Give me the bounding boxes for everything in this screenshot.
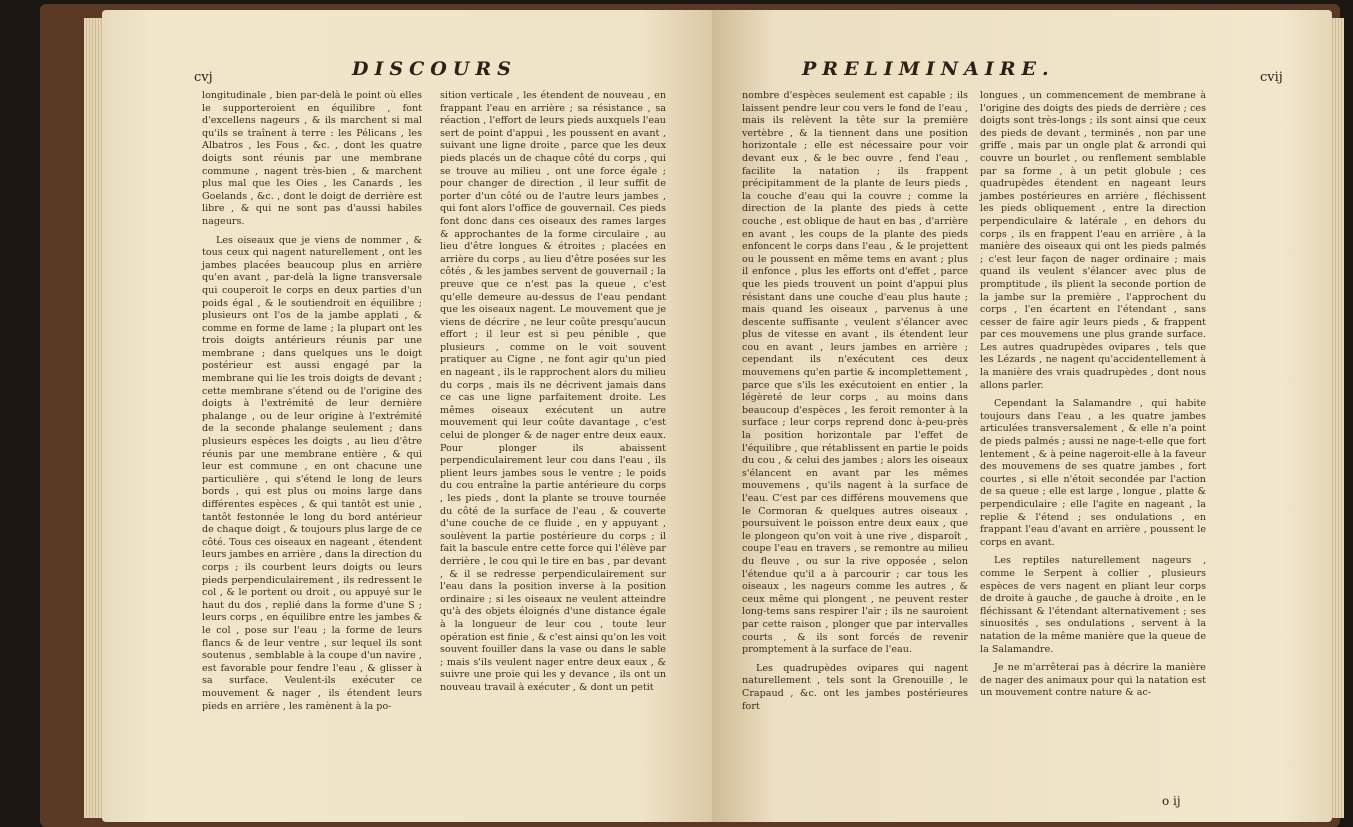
right-page-number: cvij	[1260, 70, 1283, 85]
right-page-edges	[1330, 18, 1344, 818]
right-page	[712, 10, 1332, 822]
paragraph: Les reptiles naturellement nageurs , comme le Serpent à collier , plusieurs espèces de vers nagent en pliant leur corps de droite à gauche , de gauche à droite , en le fléchissant & l'étendant alternativement ; ses sinuosités , ses ondulations , servent à la natation de la même manière que la queue de la Salamandre.	[980, 555, 1206, 655]
paragraph: sition verticale , les étendent de nouveau , en frappant l'eau en arrière ; sa résistance , sa réaction , l'effort de leurs pieds auxquels l'eau sert de point d'appui , les poussent en avant , suivant une ligne droite , parce que les deux pieds placés un de chaque côté du corps , qui se trouve au milieu , ont une force égale ; pour changer de direction , il leur suffit de porter d'un côté ou de l'autre leurs jambes , qui font alors l'office de gouvernail. Ces pieds font donc dans ces oiseaux des rames larges & approchantes de la forme circulaire , au lieu d'être longues & étroites ; placées en arrière du corps , au lieu d'être posées sur les côtés , & les jambes servent de gouvernail ; la preuve que ce n'est pas la queue , c'est qu'elle demeure au-dessus de l'eau pendant que les oiseaux nagent. Le mouvement que je viens de décrire , ne leur coûte presqu'aucun effort ; il leur est si peu pénible , que plusieurs , comme on le voit souvent pratiquer au Cigne , ne font agir qu'un pied en nageant , ils le rapprochent alors du milieu du corps , mais ils ne décrivent jamais dans ce cas une ligne parfaitement droite. Les mêmes oiseaux exécutent un autre mouvement qui leur coûte davantage , c'est celui de plonger & de nager entre deux eaux. Pour plonger ils abaissent perpendiculairement leur cou dans l'eau , ils plient leurs jambes sous le ventre ; le poids du cou entraîne la partie antérieure du corps , les pieds , dont la plante se trouve tournée du côté de la surface de l'eau , & couverte d'une couche de ce fluide , en y appuyant , soulèvent la partie postérieure du corps ; il fait la bascule entre cette force qui l'élève par derrière , le cou qui le tire en bas , par devant , & il se redresse perpendiculairement sur l'eau dans la position inverse à la position ordinaire ; si les oiseaux ne veulent atteindre qu'à des objets éloignés d'une distance égale à la longueur de leur cou , toute leur opération est finie , & c'est ainsi qu'on les voit souvent fouiller dans la vase ou dans le sable ; mais s'ils veulent nager entre deux eaux , & suivre une proie qui les y devance , ils ont un nouveau travail à exécuter , & dont un petit	[440, 90, 666, 693]
paragraph: longitudinale , bien par-delà le point où elles le supporteroient en équilibre , font d'excellens nageurs , & ils marchent si mal qu'ils se traînent à terre : les Pélicans , les Albatros , les Fous , &c. , dont les quatre doigts sont réunis par une membrane commune , nagent très-bien , & marchent plus mal que les Oies , les Canards , les Goelands , &c. , dont le doigt de derrière est libre , & qui ne sont pas d'aussi habiles nageurs.	[202, 90, 422, 227]
right-column-2	[980, 90, 1206, 706]
left-page	[102, 10, 712, 822]
paragraph: Les quadrupèdes ovipares qui nagent naturellement , tels sont la Grenouille , le Crapaud , &c. ont les jambes postérieures fort	[742, 662, 968, 712]
book	[40, 4, 1340, 827]
right-column-1	[742, 90, 968, 719]
signature-mark: o ij	[1162, 794, 1181, 808]
paragraph: Cependant la Salamandre , qui habite toujours dans l'eau , a les quatre jambes articulées transversalement , & elle n'a point de pieds palmés ; aussi ne nage-t-elle que fort lentement , & à peine nageroit-elle à la faveur des mouvemens de ses quatre jambes , fort courtes , si elle n'étoit secondée par l'action de sa queue ; elle est large , longue , platte & perpendiculaire ; elle l'agite en nageant , la replie & l'étend ; ses ondulations , en frappant l'eau d'avant en arrière , poussent le corps en avant.	[980, 398, 1206, 548]
paragraph: nombre d'espèces seulement est capable ; ils laissent pendre leur cou vers le fond de l'eau , mais ils relèvent la tête sur la première vertèbre , & la tiennent dans une position horizontale ; elle est nécessaire pour voir devant eux , & le bec ouvre , fend l'eau , facilite la natation ; ils frappent précipitamment de la plante de leurs pieds , la couche d'eau qui la couvre ; comme la direction de la plante des pieds à cette couche , est oblique de haut en bas , d'arrière en avant , les coups de la plante des pieds enfoncent le corps dans l'eau , & le projettent ou le poussent en même tems en avant ; plus il enfonce , plus les efforts ont d'effet , parce que les pieds trouvent un point d'appui plus résistant dans une couche d'eau plus haute ; mais quand les oiseaux , parvenus à une descente suffisante , veulent s'élancer avec plus de vitesse en avant , ils étendent leur cou en avant , leurs jambes en arrière ; cependant ils n'exécutent ces deux mouvemens qu'en partie & incomplettement , parce que s'ils les exécutoient en entier , la légèreté de leur corps , au moins dans beaucoup d'espèces , les feroit remonter à la surface ; leur corps reprend donc à-peu-près la position horizontale par l'effet de l'équilibre , que rétablissent en partie le poids du cou , & celui des jambes ; alors les oiseaux s'élancent en avant par les mêmes mouvemens , qu'ils nagent à la surface de l'eau. C'est par ces différens mouvemens que le Cormoran & quelques autres oiseaux , poursuivent le poisson entre deux eaux , que le plongeon qu'on voit à une rive , disparoît , coupe l'eau en travers , se remontre au milieu du fleuve , ou sur la rive opposée , selon l'étendue qu'il a à parcourir ; car tous les oiseaux , les nageurs comme les autres , & ceux même qui plongent , ne peuvent rester long-tems sans respirer l'air ; ils ne sauroient par cette raison , plonger que par intervalles courts , & ils sont forcés de revenir promptement à la surface de l'eau.	[742, 90, 968, 656]
left-page-number: cvj	[194, 70, 213, 85]
left-column-2	[440, 90, 666, 701]
left-page-edges	[84, 18, 104, 818]
paragraph: Je ne m'arrêterai pas à décrire la manière de nager des animaux pour qui la natation est un mouvement contre nature & ac-	[980, 662, 1206, 699]
paragraph: longues , un commencement de membrane à l'origine des doigts des pieds de derrière ; ces doigts sont très-longs ; ils sont ainsi que ceux des pieds de devant , terminés , non par une griffe , mais par un ongle plat & arrondi qui couvre un bourlet , ou renflement semblable par sa forme , à un petit globule ; ces quadrupèdes étendent en nageant leurs jambes postérieures en arrière , fléchissent les pieds obliquement , entre la direction perpendiculaire & latérale , en dehors du corps , ils en frappent l'eau en arrière , à la manière des oiseaux qui ont les pieds palmés ; c'est leur façon de nager ordinaire ; mais quand ils veulent s'élancer avec plus de promptitude , ils plient la seconde portion de la jambe sur la première , l'approchent du corps , l'en écartent en l'étendant , sans cesser de faire agir leurs pieds , & frappent par ces mouvemens une plus grande surface. Les autres quadrupèdes ovipares , tels que les Lézards , ne nagent qu'accidentellement à la manière des vrais quadrupèdes , dont nous allons parler.	[980, 90, 1206, 391]
left-column-1	[202, 90, 422, 719]
right-running-head: PRELIMINAIRE.	[802, 58, 1055, 80]
paragraph: Les oiseaux que je viens de nommer , & tous ceux qui nagent naturellement , ont les jambes placées beaucoup plus en arrière qu'en avant , par-delà la ligne transversale qui couperoit le corps en deux parties d'un poids égal , & le soutiendroit en équilibre ; plusieurs ont l'os de la jambe applati , & comme en forme de lame ; la plupart ont les trois doigts antérieurs réunis par une membrane ; dans quelques uns le doigt postérieur est aussi engagé par la membrane qui lie les trois doigts de devant ; cette membrane s'étend ou de l'origine des doigts à l'extrémité de leur dernière phalange , ou de leur origine à l'extrémité de la seconde phalange seulement ; dans plusieurs espèces les doigts , au lieu d'être réunis par une membrane entière , & qui leur est commune , en ont chacune une particulière , qui s'étend le long de leurs bords , qui est plus ou moins large dans différentes espèces , & qui tantôt est unie , tantôt festonnée le long du bord antérieur de chaque doigt , & toujours plus large de ce côté. Tous ces oiseaux en nageant , étendent leurs jambes en arrière , dans la direction du corps ; ils courbent leurs doigts ou leurs pieds perpendiculairement , ils redressent le col , & le portent ou droit , ou appuyé sur le haut du dos , replié dans la forme d'une S ; leurs corps , en équilibre entre les jambes & le col , pose sur l'eau ; la forme de leurs flancs & de leur ventre , sur lequel ils sont soutenus , semblable à la coupe d'un navire , est favorable pour fendre l'eau , & glisser à sa surface. Veulent-ils exécuter ce mouvement & nager , ils étendent leurs pieds en arrière , les ramènent à la po-	[202, 234, 422, 712]
left-running-head: DISCOURS	[352, 58, 517, 80]
